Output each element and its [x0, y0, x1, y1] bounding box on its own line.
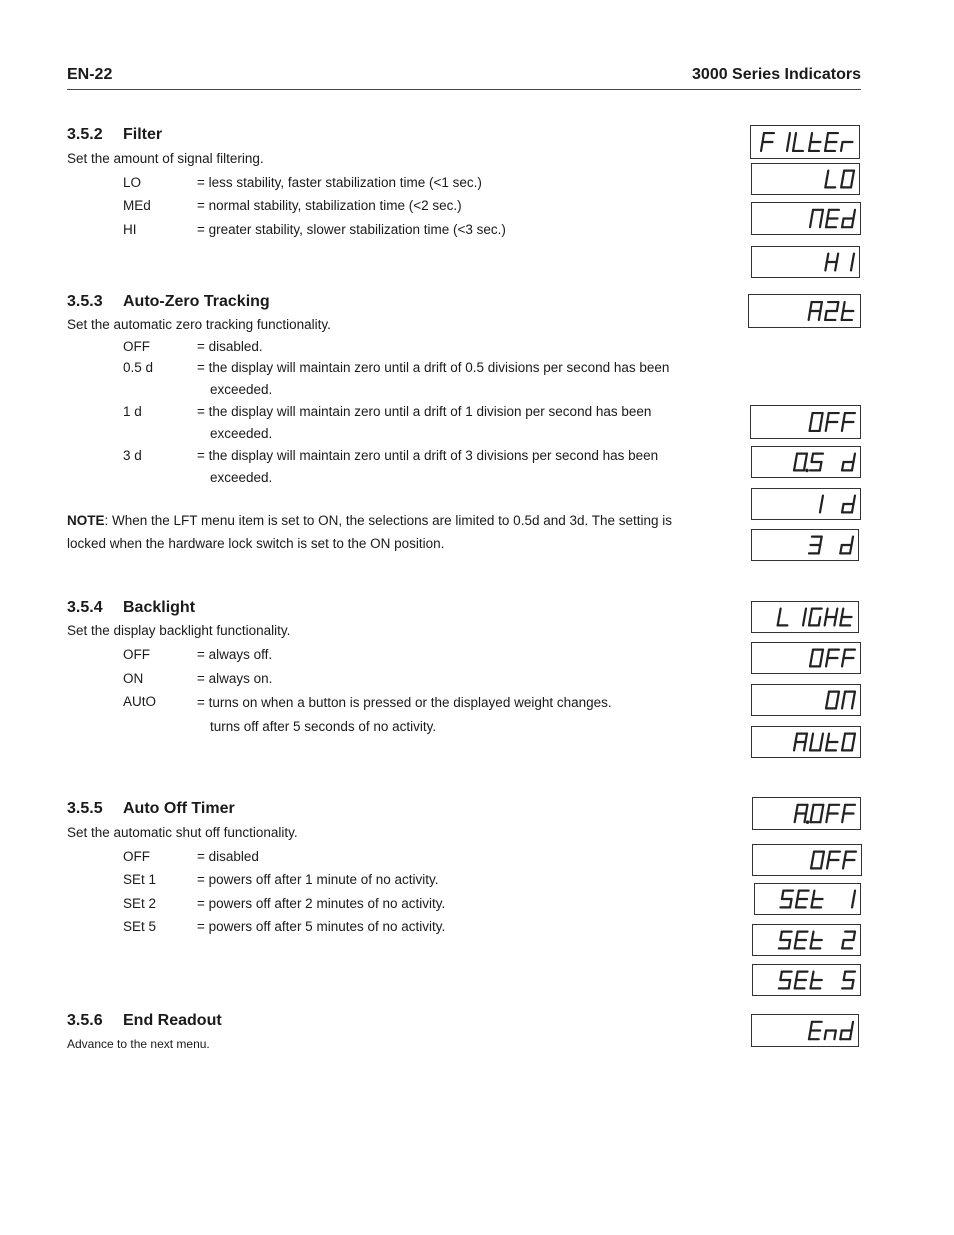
lcd-segment — [810, 302, 812, 311]
lcd-segment — [820, 219, 822, 228]
lcd-display — [751, 1014, 859, 1047]
option-text: = disabled. — [197, 339, 263, 354]
note-label: NOTE — [67, 513, 105, 528]
lcd-segment — [806, 805, 808, 814]
lcd-segment — [803, 617, 805, 625]
lcd-segment — [853, 734, 855, 742]
lcd-segment — [804, 814, 806, 823]
lcd-segment — [834, 617, 836, 625]
lcd-display — [751, 642, 861, 674]
lcd-decimal-point — [806, 820, 810, 824]
lcd-segment — [827, 254, 829, 262]
lcd-segment — [851, 179, 853, 187]
header-rule — [67, 89, 861, 90]
option-code: SEt 1 — [123, 872, 157, 887]
lcd-segment — [842, 219, 844, 228]
lcd-readout — [752, 727, 860, 757]
lcd-segment — [845, 852, 847, 860]
option-code: 3 d — [123, 448, 142, 463]
note-text: : When the LFT menu item is set to ON, the selections are limited to 0.5d and 3d. The setting is locked when the hardware lock switch is set to the ON position. — [67, 513, 673, 551]
section-end-heading — [67, 1012, 222, 1030]
lcd-segment — [840, 545, 842, 553]
option-text-block — [197, 445, 707, 489]
option-text-continued: exceeded. — [210, 426, 273, 441]
section-number: 3.5.6 — [67, 1012, 103, 1029]
option-text: = always off. — [197, 647, 273, 662]
lcd-segment — [795, 980, 797, 988]
lcd-segment — [828, 650, 830, 658]
lcd-segment — [813, 852, 815, 860]
lcd-segment — [796, 972, 798, 980]
lcd-segment — [819, 617, 821, 625]
lcd-segment — [843, 860, 845, 868]
lcd-segment — [761, 142, 763, 151]
lcd-segment — [827, 860, 829, 868]
lcd-segment — [837, 302, 839, 311]
lcd-segment — [841, 142, 843, 151]
lcd-readout — [753, 798, 860, 829]
option-code: SEt 2 — [123, 896, 157, 911]
lcd-display — [748, 294, 861, 328]
lcd-segment — [796, 932, 798, 940]
section-azt-heading — [67, 293, 270, 311]
option-text: = powers off after 1 minute of no activity. — [197, 872, 439, 887]
lcd-display — [751, 684, 861, 716]
lcd-segment — [797, 891, 799, 899]
section-number: 3.5.2 — [67, 126, 103, 143]
lcd-segment — [834, 1031, 836, 1040]
lcd-readout — [751, 406, 860, 438]
lcd-segment — [809, 1031, 811, 1040]
option-code: SEt 5 — [123, 919, 157, 934]
lcd-readout — [752, 447, 860, 477]
option-code: AUtO — [123, 694, 157, 709]
lcd-segment — [842, 814, 844, 823]
lcd-segment — [852, 899, 854, 907]
lcd-segment — [854, 891, 856, 899]
lcd-segment — [794, 742, 796, 750]
lcd-segment — [780, 972, 782, 980]
option-code: MEd — [123, 198, 151, 213]
lcd-segment — [852, 1022, 854, 1031]
section-backlight-heading — [67, 599, 195, 617]
section-auto-off-heading — [67, 800, 235, 818]
lcd-segment — [826, 609, 828, 617]
lcd-display — [751, 163, 860, 195]
lcd-display — [751, 488, 861, 520]
section-filter-description: Set the amount of signal filtering. — [67, 151, 264, 166]
lcd-segment — [842, 658, 844, 666]
option-text-continued: exceeded. — [210, 470, 273, 485]
document-title: 3000 Series Indicators — [692, 66, 861, 83]
lcd-segment — [825, 179, 827, 187]
lcd-segment — [763, 133, 765, 142]
lcd-segment — [826, 422, 828, 431]
lcd-segment — [804, 742, 806, 750]
section-title: End Readout — [123, 1012, 222, 1029]
lcd-segment — [793, 142, 795, 151]
lcd-segment — [851, 262, 853, 270]
lcd-segment — [820, 814, 822, 823]
option-text: = turns on when a button is pressed or the displayed weight changes. — [197, 695, 612, 710]
lcd-segment — [811, 899, 813, 907]
lcd-segment — [852, 254, 854, 262]
lcd-segment — [850, 545, 852, 553]
lcd-segment — [842, 504, 844, 512]
lcd-segment — [842, 422, 844, 431]
lcd-segment — [827, 133, 829, 142]
lcd-segment — [820, 742, 822, 750]
lcd-segment — [820, 537, 822, 545]
lcd-segment — [788, 133, 790, 142]
lcd-segment — [837, 692, 839, 700]
lcd-segment — [819, 545, 821, 553]
note-paragraph — [67, 509, 707, 555]
lcd-segment — [828, 805, 830, 814]
lcd-segment — [842, 940, 844, 948]
lcd-segment — [842, 462, 844, 470]
lcd-segment — [812, 454, 814, 462]
lcd-readout — [752, 602, 858, 632]
option-text-block — [197, 357, 707, 401]
section-auto-off-description: Set the automatic shut off functionality. — [67, 825, 298, 840]
lcd-segment — [826, 742, 828, 750]
lcd-display — [752, 844, 862, 876]
lcd-readout — [755, 884, 860, 914]
lcd-segment — [813, 891, 815, 899]
lcd-segment — [825, 142, 827, 151]
lcd-readout — [752, 685, 860, 715]
lcd-segment — [829, 852, 831, 860]
lcd-segment — [836, 700, 838, 708]
lcd-segment — [820, 504, 822, 512]
lcd-segment — [782, 891, 784, 899]
section-number: 3.5.5 — [67, 800, 103, 817]
option-text-block — [197, 401, 707, 445]
option-text-continued: exceeded. — [210, 382, 273, 397]
lcd-segment — [837, 254, 839, 262]
lcd-segment — [844, 972, 846, 980]
page-number: EN-22 — [67, 66, 113, 83]
lcd-segment — [852, 504, 854, 512]
lcd-readout — [753, 925, 860, 955]
lcd-segment — [844, 805, 846, 814]
option-text: = always on. — [197, 671, 273, 686]
option-code: HI — [123, 222, 137, 237]
lcd-segment — [828, 692, 830, 700]
lcd-segment — [796, 734, 798, 742]
lcd-display — [754, 883, 861, 915]
lcd-segment — [812, 210, 814, 219]
lcd-segment — [842, 311, 844, 320]
lcd-segment — [852, 980, 854, 988]
lcd-segment — [842, 700, 844, 708]
lcd-segment — [812, 972, 814, 980]
lcd-segment — [796, 454, 798, 462]
lcd-segment — [795, 940, 797, 948]
section-number: 3.5.4 — [67, 599, 103, 616]
lcd-segment — [805, 454, 807, 462]
lcd-segment — [810, 1022, 812, 1031]
lcd-segment — [852, 742, 854, 750]
lcd-readout — [752, 247, 859, 277]
lcd-segment — [852, 219, 854, 228]
lcd-segment — [812, 650, 814, 658]
lcd-segment — [835, 262, 837, 270]
lcd-display — [750, 405, 861, 439]
option-text: = disabled — [197, 849, 259, 864]
section-number: 3.5.3 — [67, 293, 103, 310]
lcd-segment — [809, 142, 811, 151]
lcd-display — [752, 964, 861, 996]
lcd-segment — [836, 609, 838, 617]
lcd-segment — [840, 1031, 842, 1040]
lcd-display — [750, 125, 860, 159]
lcd-segment — [843, 302, 845, 311]
lcd-segment — [820, 302, 822, 311]
lcd-segment — [840, 617, 842, 625]
option-code: OFF — [123, 339, 150, 354]
lcd-readout — [751, 126, 859, 158]
lcd-segment — [827, 413, 829, 422]
lcd-segment — [789, 940, 791, 948]
option-text: = less stability, faster stabilization time (<1 sec.) — [197, 175, 482, 190]
lcd-segment — [796, 899, 798, 907]
lcd-segment — [820, 658, 822, 666]
lcd-segment — [810, 422, 812, 431]
lcd-display — [751, 446, 861, 478]
section-backlight-description: Set the display backlight functionality. — [67, 623, 291, 638]
lcd-segment — [852, 700, 854, 708]
lcd-readout — [752, 643, 860, 673]
lcd-segment — [811, 980, 813, 988]
option-code: LO — [123, 175, 142, 190]
lcd-segment — [794, 462, 796, 470]
section-filter-heading — [67, 126, 162, 144]
lcd-readout — [753, 965, 860, 995]
lcd-segment — [812, 805, 814, 814]
lcd-segment — [811, 814, 813, 823]
option-text: = greater stability, slower stabilization time (<3 sec.) — [197, 222, 506, 237]
lcd-segment — [825, 262, 827, 270]
lcd-display — [751, 529, 859, 561]
lcd-readout — [752, 203, 860, 234]
lcd-segment — [819, 311, 821, 320]
option-text: = normal stability, stabilization time (<2 sec.) — [197, 198, 462, 213]
lcd-segment — [805, 734, 807, 742]
lcd-display — [751, 601, 859, 633]
lcd-segment — [811, 413, 813, 422]
lcd-readout — [749, 295, 860, 327]
lcd-segment — [809, 617, 811, 625]
option-text-block — [197, 691, 707, 739]
section-azt-description: Set the automatic zero tracking functionality. — [67, 317, 331, 332]
lcd-segment — [812, 734, 814, 742]
lcd-display — [752, 797, 861, 830]
lcd-segment — [821, 650, 823, 658]
lcd-segment — [821, 496, 823, 504]
lcd-segment — [822, 852, 824, 860]
lcd-segment — [852, 171, 854, 179]
lcd-readout — [752, 489, 860, 519]
lcd-segment — [790, 899, 792, 907]
lcd-segment — [826, 814, 828, 823]
lcd-segment — [853, 210, 855, 219]
lcd-segment — [795, 133, 797, 142]
lcd-segment — [826, 700, 828, 708]
option-text-continued: turns off after 5 seconds of no activity. — [210, 719, 437, 734]
lcd-segment — [842, 742, 844, 750]
lcd-segment — [780, 932, 782, 940]
lcd-segment — [827, 171, 829, 179]
lcd-segment — [822, 805, 824, 814]
lcd-segment — [804, 462, 806, 470]
lcd-readout — [753, 845, 861, 875]
lcd-display — [751, 246, 860, 278]
section-title: Filter — [123, 126, 163, 143]
section-end-description: Advance to the next menu. — [67, 1037, 210, 1051]
lcd-segment — [779, 609, 781, 617]
lcd-segment — [853, 692, 855, 700]
lcd-readout — [752, 530, 858, 560]
option-code: OFF — [123, 647, 150, 662]
lcd-segment — [852, 537, 854, 545]
lcd-segment — [810, 658, 812, 666]
lcd-segment — [844, 692, 846, 700]
lcd-segment — [821, 734, 823, 742]
lcd-segment — [810, 609, 812, 617]
lcd-segment — [826, 219, 828, 228]
lcd-readout — [752, 1015, 858, 1046]
lcd-segment — [812, 932, 814, 940]
lcd-segment — [853, 496, 855, 504]
lcd-segment — [844, 650, 846, 658]
lcd-segment — [843, 171, 845, 179]
option-code: 1 d — [123, 404, 142, 419]
lcd-segment — [825, 311, 827, 320]
section-title: Auto-Zero Tracking — [123, 293, 270, 310]
option-text: = the display will maintain zero until a drift of 0.5 divisions per second has been — [197, 360, 670, 375]
lcd-segment — [842, 609, 844, 617]
lcd-segment — [811, 860, 813, 868]
option-text: = powers off after 2 minutes of no activity. — [197, 896, 446, 911]
option-text: = the display will maintain zero until a drift of 1 division per second has been — [197, 404, 652, 419]
lcd-segment — [850, 1031, 852, 1040]
lcd-segment — [811, 940, 813, 948]
lcd-segment — [821, 413, 823, 422]
lcd-segment — [852, 462, 854, 470]
lcd-segment — [809, 311, 811, 320]
lcd-readout — [752, 164, 859, 194]
option-text: = the display will maintain zero until a drift of 3 divisions per second has been — [197, 448, 659, 463]
lcd-display — [751, 726, 861, 758]
option-code: 0.5 d — [123, 360, 154, 375]
lcd-segment — [787, 142, 789, 151]
lcd-segment — [828, 210, 830, 219]
lcd-segment — [826, 658, 828, 666]
option-text: = powers off after 5 minutes of no activity. — [197, 919, 446, 934]
section-title: Auto Off Timer — [123, 800, 235, 817]
lcd-segment — [853, 454, 855, 462]
lcd-segment — [820, 422, 822, 431]
lcd-segment — [811, 133, 813, 142]
lcd-segment — [821, 860, 823, 868]
lcd-segment — [789, 980, 791, 988]
lcd-segment — [778, 617, 780, 625]
lcd-decimal-point — [805, 469, 809, 473]
section-title: Backlight — [123, 599, 196, 616]
lcd-segment — [810, 219, 812, 228]
lcd-segment — [820, 462, 822, 470]
lcd-segment — [843, 413, 845, 422]
lcd-segment — [821, 210, 823, 219]
option-code: OFF — [123, 849, 150, 864]
lcd-segment — [805, 609, 807, 617]
lcd-segment — [853, 932, 855, 940]
lcd-segment — [795, 814, 797, 823]
lcd-segment — [828, 734, 830, 742]
lcd-segment — [841, 179, 843, 187]
lcd-segment — [810, 742, 812, 750]
lcd-display — [752, 924, 861, 956]
option-code: ON — [123, 671, 144, 686]
lcd-display — [751, 202, 861, 235]
lcd-segment — [825, 617, 827, 625]
lcd-segment — [825, 1031, 827, 1040]
lcd-segment — [844, 734, 846, 742]
lcd-segment — [796, 805, 798, 814]
